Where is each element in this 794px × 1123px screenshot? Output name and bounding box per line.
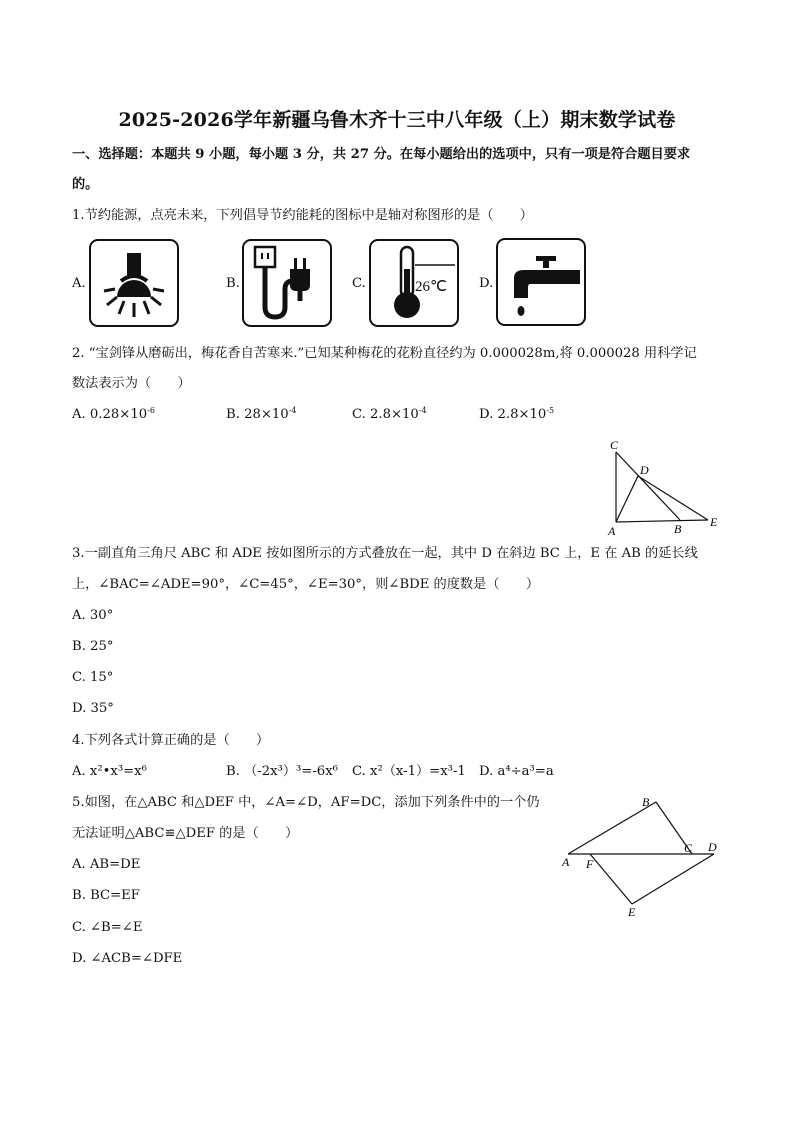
q2-option-c	[352, 407, 427, 423]
q5-stem-line1: 5.如图，在△ABC 和△DEF 中，∠A=∠D，AF=DC，添加下列条件中的一个仍	[72, 795, 540, 810]
q3-label-d: D	[640, 463, 649, 477]
q5-figure	[556, 792, 726, 920]
q4-option-b: B. （-2x³）³=-6x⁶	[226, 764, 338, 779]
q5-label-d: D	[708, 840, 717, 854]
q2-option-b-text: B. 28×10	[226, 407, 289, 422]
q5-label-c: C	[684, 841, 693, 855]
q5-label-a: A	[562, 855, 570, 869]
q2-option-c-exp: -4	[418, 406, 427, 415]
plug-icon	[244, 241, 330, 325]
q3-option-d: D. 35°	[72, 701, 114, 716]
q1-option-b-label: B.	[226, 276, 240, 291]
q3-label-a: A	[608, 524, 616, 538]
q2-stem-line1: 2. “宝剑锋从磨砺出，梅花香自苦寒来.”已知某种梅花的花粉直径约为 0.000028m,将 0.000028 用科学记	[72, 346, 697, 361]
section-heading-line2: 的。	[72, 177, 99, 192]
q2-option-c-text: C. 2.8×10	[352, 407, 419, 422]
q4-option-d: D. a⁴÷a³=a	[479, 764, 554, 779]
section-heading-line1: 一、选择题：本题共 9 小题，每小题 3 分，共 27 分。在每小题给出的选项中，只有一项是符合题目要求	[72, 147, 691, 162]
q2-option-b	[226, 407, 296, 423]
bulb-icon	[91, 241, 177, 325]
q4-option-a: A. x²•x³=x⁶	[72, 764, 147, 779]
q4-stem: 4.下列各式计算正确的是（ ）	[72, 733, 270, 748]
q3-label-b: B	[674, 522, 682, 536]
q3-option-b: B. 25°	[72, 639, 114, 654]
q5-option-a: A. AB=DE	[72, 857, 141, 872]
thermometer-icon	[371, 241, 457, 325]
page-title: 2025-2026学年新疆乌鲁木齐十三中八年级（上）期末数学试卷	[118, 109, 676, 131]
q2-option-a	[72, 407, 155, 423]
q5-option-c: C. ∠B=∠E	[72, 920, 143, 935]
q3-stem-line2: 上，∠BAC=∠ADE=90°，∠C=45°，∠E=30°，则∠BDE 的度数是（ ）	[72, 577, 540, 592]
q1-stem: 1.节约能源，点亮未来，下列倡导节约能耗的图标中是轴对称图形的是（ ）	[72, 208, 533, 223]
q2-option-d-text: D. 2.8×10	[479, 407, 547, 422]
faucet-icon	[498, 240, 584, 324]
q1-option-b-box	[242, 239, 332, 327]
q2-option-a-text: A. 0.28×10	[72, 407, 148, 422]
q2-option-d-exp: -5	[546, 406, 555, 415]
q1-option-a-label: A.	[72, 276, 86, 291]
q5-label-e: E	[628, 905, 636, 919]
q3-label-e: E	[710, 515, 718, 529]
q2-stem-line2: 数法表示为（ ）	[72, 376, 191, 391]
q1-option-c-label: C.	[352, 276, 366, 291]
q4-option-c: C. x²（x-1）=x³-1	[352, 764, 466, 779]
q3-stem-line1: 3.一副直角三角尺 ABC 和 ADE 按如图所示的方式叠放在一起，其中 D 在斜边 BC 上，E 在 AB 的延长线	[72, 546, 698, 561]
q3-figure	[600, 436, 730, 538]
q3-label-c: C	[610, 438, 619, 452]
q5-label-b: B	[642, 795, 650, 809]
q5-stem-line2: 无法证明△ABC≌△DEF 的是（ ）	[72, 826, 299, 841]
q2-option-a-exp: -6	[147, 406, 155, 415]
q2-option-d	[479, 407, 554, 423]
q3-option-a: A. 30°	[72, 608, 114, 623]
q3-option-c: C. 15°	[72, 670, 114, 685]
q1-option-a-box	[89, 239, 179, 327]
q1-option-d-box	[496, 238, 586, 326]
q2-option-b-exp: -4	[288, 406, 297, 415]
q5-option-b: B. BC=EF	[72, 888, 140, 903]
q5-option-d: D. ∠ACB=∠DFE	[72, 951, 183, 966]
q5-label-f: F	[586, 857, 594, 871]
q1-option-c-box	[369, 239, 459, 327]
q1-option-d-label: D.	[479, 276, 494, 291]
thermometer-reading: 26℃	[415, 279, 447, 295]
